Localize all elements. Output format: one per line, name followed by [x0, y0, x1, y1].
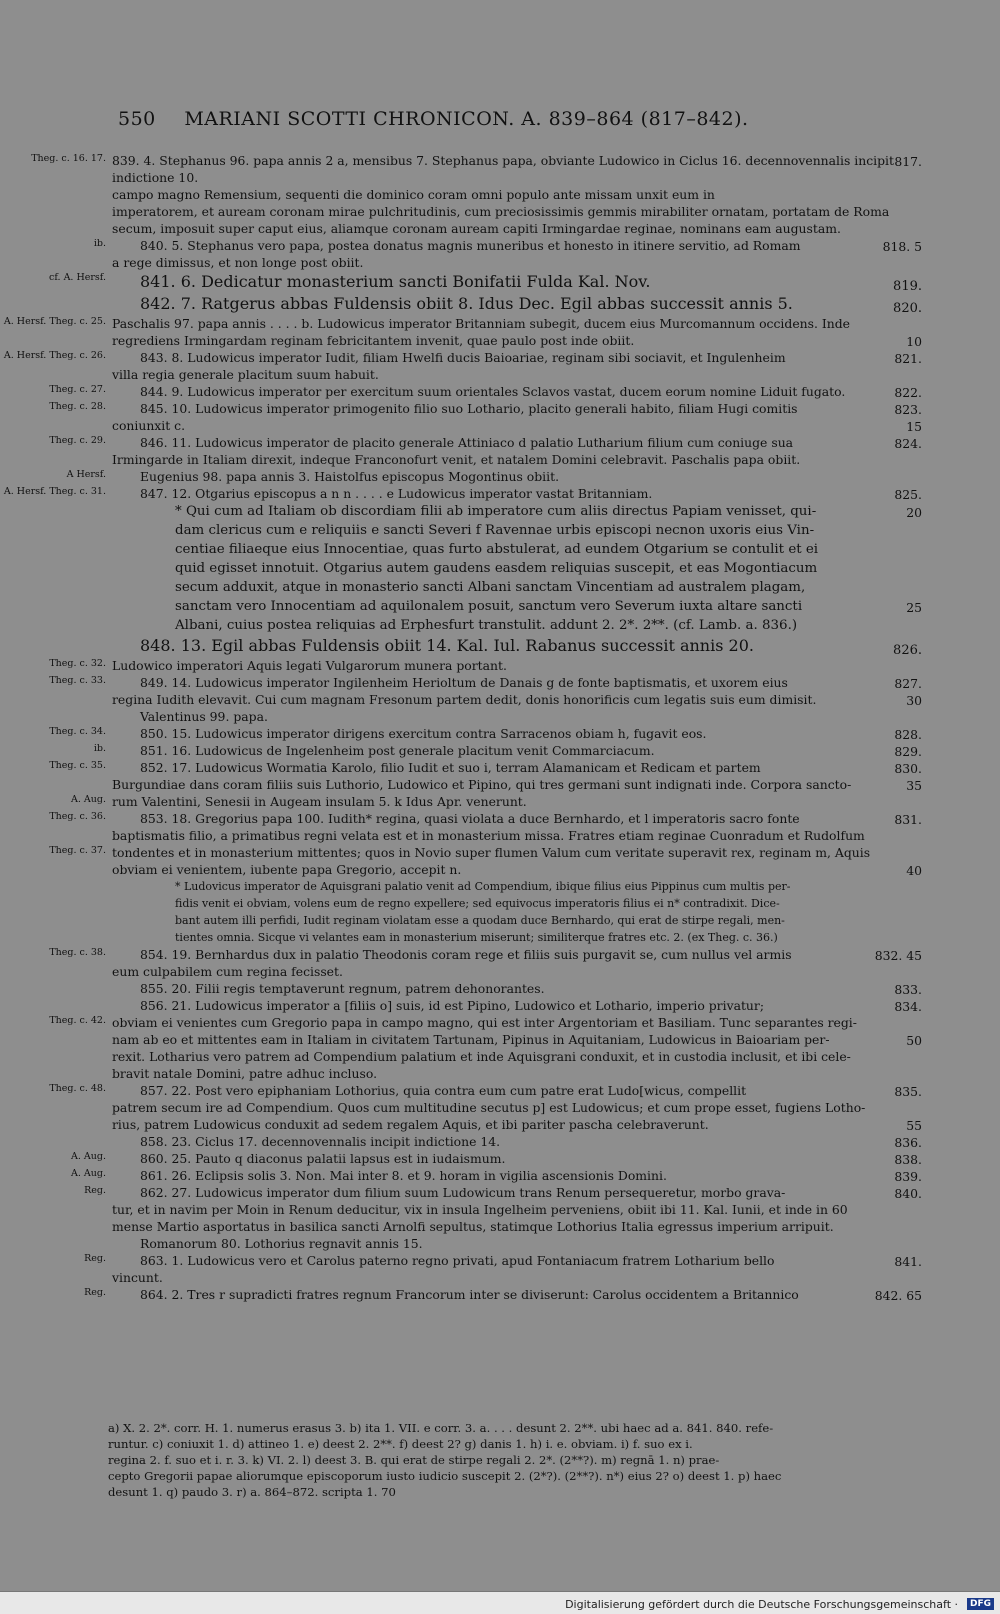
line-text: 854. 19. Bernhardus dux in palatio Theodonis coram rege et filiis suis purgavit se, cum nullus vel armis: [140, 947, 792, 962]
chronicle-line: [0, 315, 1000, 332]
year-marker: 830.: [894, 761, 922, 776]
chronicle-line: [0, 1286, 1000, 1303]
year-marker: 823.: [894, 402, 922, 417]
line-text: 864. 2. Tres r supradicti fratres regnum Francorum inter se diviserunt: Carolus occidentem a Britannico: [140, 1287, 799, 1302]
line-text: centiae filiaeque eius Innocentiae, quas furto abstulerat, ad eundem Otgarium se contulit et ei: [175, 542, 819, 557]
chronicle-line: [0, 895, 1000, 912]
line-text: obviam ei venientes cum Gregorio papa in campo magno, qui est inter Argentoriam et Basiliam. Tunc separantes regi-: [112, 1015, 857, 1030]
line-text: rum Valentini, Senesii in Augeam insulam 5. k Idus Apr. venerunt.: [112, 794, 527, 809]
year-marker: 20: [906, 505, 922, 520]
year-marker: 821.: [894, 351, 922, 366]
chronicle-line: [0, 997, 1000, 1014]
chronicle-line: [0, 434, 1000, 451]
chronicle-line: [0, 1201, 1000, 1218]
year-marker: 834.: [894, 999, 922, 1014]
page-number: 550: [118, 108, 156, 130]
chronicle-line: [0, 810, 1000, 827]
line-text: tientes omnia. Sicque vi velantes eam in monasterium miserunt; similiterque fratres etc. 2. (ex Theg. c. 36.): [175, 931, 778, 944]
year-marker: 833.: [894, 982, 922, 997]
line-text: 843. 8. Ludowicus imperator Iudit, filiam Hwelfi ducis Baioariae, reginam sibi sociavit, et Ingulenheim: [140, 350, 786, 365]
line-text: 863. 1. Ludowicus vero et Carolus paterno regno privati, apud Fontaniacum fratrem Lotharium bello: [140, 1253, 775, 1268]
chronicle-line: [0, 878, 1000, 895]
line-text: regrediens Irmingardam reginam febricitantem invenit, quae paulo post inde obiit.: [112, 333, 635, 348]
line-text: Paschalis 97. papa annis . . . . b. Ludowicus imperator Britanniam subegit, ducem eius Murcomannum occidens. Inde: [112, 316, 851, 331]
chronicle-line: [0, 417, 1000, 434]
chronicle-line: [0, 186, 1000, 203]
line-text: 860. 25. Pauto q diaconus palatii lapsus est in iudaismum.: [140, 1151, 506, 1166]
line-text: secum adduxit, atque in monasterio sancti Albani sanctam Vincentiam ad australem plagam,: [175, 580, 806, 595]
line-text: dam clericus cum e reliquiis e sancti Severi f Ravennae urbis episcopi necnon uxoris eius Vin-: [175, 523, 815, 538]
year-marker: 825.: [894, 487, 922, 502]
footnote-line: cepto Gregorii papae aliorumque episcoporum iusto iudicio suscepit 2. (2*?). (2**?). n*) eius 2? o) deest 1. p) haec: [108, 1469, 782, 1483]
year-marker: 831.: [894, 812, 922, 827]
chronicle-line: [0, 468, 1000, 485]
line-text: baptismatis filio, a primatibus regni velata est et in monasterium missa. Fratres etiam reginae Cuonradum et Rudolfum: [112, 828, 865, 843]
line-text: eum culpabilem cum regina fecisset.: [112, 964, 343, 979]
footnotes: [108, 1420, 908, 1500]
line-text: vincunt.: [112, 1270, 163, 1285]
source-reference: ib.: [93, 743, 106, 754]
source-reference: A. Aug.: [71, 1151, 106, 1162]
year-marker: 817.: [894, 154, 922, 169]
year-marker: 836.: [894, 1135, 922, 1150]
chronicle-line: [0, 616, 1000, 635]
chronicle-line: [0, 1150, 1000, 1167]
source-reference: Theg. c. 48.: [49, 1083, 106, 1094]
source-reference: Theg. c. 36.: [49, 811, 106, 822]
source-reference: A. Hersf. Theg. c. 25.: [3, 316, 106, 327]
chronicle-line: [0, 1218, 1000, 1235]
chronicle-line: [0, 691, 1000, 708]
year-marker: 824.: [894, 436, 922, 451]
chronicle-line: [0, 1099, 1000, 1116]
line-text: villa regia generale placitum suum habuit.: [112, 367, 379, 382]
chronicle-line: [0, 1065, 1000, 1082]
source-reference: Theg. c. 32.: [49, 658, 106, 669]
chronicle-line: [0, 1184, 1000, 1201]
chronicle-line: [0, 861, 1000, 878]
chronicle-line: [0, 237, 1000, 254]
year-marker: 829.: [894, 744, 922, 759]
line-text: 857. 22. Post vero epiphaniam Lothorius, quia contra eum cum patre erat Ludo[wicus, compellit: [140, 1083, 747, 1098]
year-marker: 35: [906, 778, 922, 793]
chronicle-line: [0, 742, 1000, 759]
line-text: bravit natale Domini, patre adhuc incluso.: [112, 1066, 378, 1081]
source-reference: Theg. c. 42.: [49, 1015, 106, 1026]
chronicle-line: [0, 1082, 1000, 1099]
year-marker: 840.: [894, 1186, 922, 1201]
source-reference: A. Aug.: [71, 1168, 106, 1179]
year-marker: 818. 5: [882, 239, 922, 254]
chronicle-line: [0, 383, 1000, 400]
chronicle-line: [0, 578, 1000, 597]
footnote-line: a) X. 2. 2*. corr. H. 1. numerus erasus 3. b) ita 1. VII. e corr. 3. a. . . . desunt 2. 2**. ubi haec ad a. 841. 840. refe-: [108, 1421, 774, 1435]
footnote-line: desunt 1. q) paudo 3. r) a. 864–872. scripta 1. 70: [108, 1485, 396, 1499]
chronicle-line: [0, 502, 1000, 521]
chronicle-line: [0, 1116, 1000, 1133]
chronicle-line: [0, 1252, 1000, 1269]
chronicle-line: [0, 1167, 1000, 1184]
chronicle-line: [0, 657, 1000, 674]
line-text: 862. 27. Ludowicus imperator dum filium suum Ludowicum trans Renum persequeretur, morbo grava-: [140, 1185, 786, 1200]
chronicle-line: [0, 366, 1000, 383]
source-reference: A. Hersf. Theg. c. 31.: [3, 486, 106, 497]
source-reference: Reg.: [84, 1185, 106, 1196]
line-text: 848. 13. Egil abbas Fuldensis obiit 14. Kal. Iul. Rabanus successit annis 20.: [140, 636, 754, 655]
footer-bar: [0, 1591, 1000, 1614]
line-text: 846. 11. Ludowicus imperator de placito generale Attiniaco d palatio Lutharium filium cum coniuge sua: [140, 435, 794, 450]
chronicle-line: [0, 1048, 1000, 1065]
chronicle-line: [0, 220, 1000, 237]
line-text: 839. 4. Stephanus 96. papa annis 2 a, mensibus 7. Stephanus papa, obviante Ludowico in Ciclus 16. decennovennalis incipit indictione 10.: [112, 153, 894, 185]
chronicle-line: [0, 946, 1000, 963]
line-text: Albani, cuius postea reliquias ad Erphesfurt transtulit. addunt 2. 2*. 2**. (cf. Lamb. a. 836.): [175, 618, 798, 633]
chronicle-line: [0, 980, 1000, 997]
page-header: [118, 108, 749, 130]
chronicle-line: [0, 400, 1000, 417]
chronicle-line: [0, 1133, 1000, 1150]
chronicle-line: [0, 1031, 1000, 1048]
line-text: rexit. Lotharius vero patrem ad Compendium palatium et inde Aquisgrani conduxit, et in custodia inclusit, et ibi cele-: [112, 1049, 851, 1064]
chronicle-line: [0, 597, 1000, 616]
chronicle-line: [0, 963, 1000, 980]
year-marker: 40: [906, 863, 922, 878]
chronicle-line: [0, 793, 1000, 810]
line-text: nam ab eo et mittentes eam in Italiam in civitatem Tartunam, Pipinus in Aquitaniam, Ludowicus in Baioariam per-: [112, 1032, 830, 1047]
source-reference: Theg. c. 28.: [49, 401, 106, 412]
line-text: 845. 10. Ludowicus imperator primogenito filio suo Lothario, placito generali habito, filiam Hugi comitis: [140, 401, 798, 416]
dfg-logo: DFG: [967, 1598, 994, 1610]
year-marker: 832. 45: [874, 948, 922, 963]
line-text: 841. 6. Dedicatur monasterium sancti Bonifatii Fulda Kal. Nov.: [140, 272, 651, 291]
chronicle-line: [0, 521, 1000, 540]
chronicle-line: [0, 725, 1000, 742]
source-reference: Theg. c. 37.: [49, 845, 106, 856]
line-text: 855. 20. Filii regis temptaverunt regnum, patrem dehonorantes.: [140, 981, 545, 996]
chronicle-line: [0, 349, 1000, 366]
line-text: 852. 17. Ludowicus Wormatia Karolo, filio Iudit et suo i, terram Alamanicam et Redicam et partem: [140, 760, 761, 775]
line-text: 853. 18. Gregorius papa 100. Iudith* regina, quasi violata a duce Bernhardo, et l imperatoris sacro fonte: [140, 811, 800, 826]
year-marker: 822.: [894, 385, 922, 400]
chronicle-line: [0, 1235, 1000, 1252]
year-marker: 826.: [893, 643, 922, 658]
chronicle-line: [0, 1014, 1000, 1031]
year-marker: 10: [906, 334, 922, 349]
line-text: 858. 23. Ciclus 17. decennovennalis incipit indictione 14.: [140, 1134, 501, 1149]
year-marker: 50: [906, 1033, 922, 1048]
chronicle-line: [0, 559, 1000, 578]
source-reference: A. Aug.: [71, 794, 106, 805]
chronicle-line: [0, 912, 1000, 929]
chronicle-line: [0, 254, 1000, 271]
line-text: patrem secum ire ad Compendium. Quos cum multitudine secutus p] est Ludowicus; et cum prope esset, fugiens Lotho-: [112, 1100, 866, 1115]
source-reference: Theg. c. 16. 17.: [31, 153, 106, 164]
line-text: Burgundiae dans coram filiis suis Luthorio, Ludowico et Pipino, qui tres germani sunt indignati inde. Corpora sancto-: [112, 777, 852, 792]
chronicle-line: [0, 485, 1000, 502]
year-marker: 835.: [894, 1084, 922, 1099]
line-text: Irmingarde in Italiam direxit, indeque Franconofurt venit, et natalem Domini celebravit. Paschalis papa obiit.: [112, 452, 801, 467]
chronicle-line: [0, 708, 1000, 725]
chronicle-line: [0, 635, 1000, 657]
chronicle-line: [0, 152, 1000, 186]
line-text: Romanorum 80. Lothorius regnavit annis 15.: [140, 1236, 423, 1251]
chronicle-line: [0, 451, 1000, 468]
chronicle-line: [0, 271, 1000, 293]
source-reference: Theg. c. 38.: [49, 947, 106, 958]
footnote-line: runtur. c) coniuxit 1. d) attineo 1. e) deest 2. 2**. f) deest 2? g) danis 1. h) i. e. obviam. i) f. suo ex i.: [108, 1437, 693, 1451]
year-marker: 55: [906, 1118, 922, 1133]
footnote-line: regina 2. f. suo et i. r. 3. k) VI. 2. l) deest 3. B. qui erat de stirpe regali 2. 2*. (2**?). m) regnā 1. n) prae-: [108, 1453, 720, 1467]
line-text: 856. 21. Ludowicus imperator a [filiis o] suis, id est Pipino, Ludowico et Lothario, imperio privatur;: [140, 998, 765, 1013]
source-reference: Reg.: [84, 1287, 106, 1298]
line-text: Ludowico imperatori Aquis legati Vulgarorum munera portant.: [112, 658, 507, 673]
line-text: 851. 16. Ludowicus de Ingelenheim post generale placitum venit Commarciacum.: [140, 743, 655, 758]
page-title: MARIANI SCOTTI CHRONICON. A. 839–864 (817–842).: [184, 108, 749, 130]
year-marker: 819.: [893, 279, 922, 294]
line-text: sanctam vero Innocentiam ad aquilonalem posuit, sanctum vero Severum iuxta altare sancti: [175, 599, 803, 614]
chronicle-line: [0, 759, 1000, 776]
source-reference: cf. A. Hersf.: [49, 272, 106, 283]
year-marker: 839.: [894, 1169, 922, 1184]
chronicle-line: [0, 332, 1000, 349]
source-reference: A Hersf.: [66, 469, 106, 480]
year-marker: 838.: [894, 1152, 922, 1167]
line-text: obviam ei venientem, iubente papa Gregorio, accepit n.: [112, 862, 462, 877]
line-text: 844. 9. Ludowicus imperator per exercitum suum orientales Sclavos vastat, ducem eorum nomine Liduit fugato.: [140, 384, 846, 399]
line-text: secum, imposuit super caput eius, aliamque coronam auream capiti Irmingardae reginae, nominans eam augustam.: [112, 221, 841, 236]
line-text: * Qui cum ad Italiam ob discordiam filii ab imperatore cum aliis directus Papiam venisset, qui-: [175, 504, 817, 519]
line-text: fidis venit ei obviam, volens eum de regno expellere; sed equivocus imperatoris filius ei n* contradixit. Dice-: [175, 897, 780, 910]
line-text: Eugenius 98. papa annis 3. Haistolfus episcopus Mogontinus obiit.: [140, 469, 560, 484]
line-text: * Ludovicus imperator de Aquisgrani palatio venit ad Compendium, ibique filius eius Pippinus cum multis per-: [175, 880, 791, 893]
line-text: quid egisset innotuit. Otgarius autem gaudens easdem reliquias suscepit, et eas Mogontiacum: [175, 561, 818, 576]
line-text: coniunxit c.: [112, 418, 186, 433]
source-reference: Theg. c. 33.: [49, 675, 106, 686]
line-text: 861. 26. Eclipsis solis 3. Non. Mai inter 8. et 9. horam in vigilia ascensionis Domini.: [140, 1168, 667, 1183]
line-text: mense Martio asportatus in basilica sancti Arnolfi sepultus, statimque Lothorius Italia egressus imperium arripuit.: [112, 1219, 834, 1234]
source-reference: Reg.: [84, 1253, 106, 1264]
year-marker: 828.: [894, 727, 922, 742]
year-marker: 842. 65: [874, 1288, 922, 1303]
source-reference: ib.: [93, 238, 106, 249]
chronicle-line: [0, 844, 1000, 861]
line-text: 849. 14. Ludowicus imperator Ingilenheim Herioltum de Danais g de fonte baptismatis, et uxorem eius: [140, 675, 788, 690]
chronicle-line: [0, 776, 1000, 793]
year-marker: 15: [906, 419, 922, 434]
dfg-credit: Digitalisierung gefördert durch die Deutsche Forschungsgemeinschaft ·: [565, 1598, 958, 1611]
line-text: imperatorem, et auream coronam mirae pulchritudinis, cum preciosissimis gemmis mirabiliter ornatam, portatam de Roma: [112, 204, 890, 219]
year-marker: 841.: [894, 1254, 922, 1269]
source-reference: Theg. c. 29.: [49, 435, 106, 446]
chronicle-line: [0, 293, 1000, 315]
line-text: 842. 7. Ratgerus abbas Fuldensis obiit 8. Idus Dec. Egil abbas successit annis 5.: [140, 294, 793, 313]
chronicle-line: [0, 929, 1000, 946]
line-text: 847. 12. Otgarius episcopus a n n . . . . e Ludowicus imperator vastat Britanniam.: [140, 486, 653, 501]
line-text: rius, patrem Ludowicus conduxit ad sedem regalem Aquis, et ibi pariter pascha celebraverunt.: [112, 1117, 709, 1132]
source-reference: Theg. c. 27.: [49, 384, 106, 395]
chronicle-line: [0, 674, 1000, 691]
year-marker: 25: [906, 600, 922, 615]
chronicle-line: [0, 827, 1000, 844]
chronicle-body: [0, 152, 1000, 1303]
line-text: tur, et in navim per Moin in Renum deducitur, vix in insula Ingelheim perveniens, obiit ibi 11. Kal. Iunii, et inde in 60: [112, 1202, 848, 1217]
chronicle-line: [0, 203, 1000, 220]
year-marker: 827.: [894, 676, 922, 691]
line-text: a rege dimissus, et non longe post obiit.: [112, 255, 364, 270]
line-text: 840. 5. Stephanus vero papa, postea donatus magnis muneribus et honesto in itinere servitio, ad Romam: [140, 238, 801, 253]
line-text: campo magno Remensium, sequenti die dominico coram omni populo ante missam unxit eum in: [112, 187, 715, 202]
line-text: 850. 15. Ludowicus imperator dirigens exercitum contra Sarracenos obiam h, fugavit eos.: [140, 726, 707, 741]
line-text: tondentes et in monasterium mittentes; quos in Novio super flumen Valum cum veritate superavit rex, reginam m, Aquis: [112, 845, 871, 860]
line-text: regina Iudith elevavit. Cui cum magnam Fresonum partem dedit, donis honorificis cum legatis suis eum dimisit.: [112, 692, 817, 707]
chronicle-line: [0, 1269, 1000, 1286]
source-reference: Theg. c. 35.: [49, 760, 106, 771]
source-reference: A. Hersf. Theg. c. 26.: [3, 350, 106, 361]
line-text: bant autem illi perfidi, Iudit reginam violatam esse a quodam duce Bernhardo, qui erat de stirpe regali, men-: [175, 914, 785, 927]
source-reference: Theg. c. 34.: [49, 726, 106, 737]
year-marker: 820.: [893, 301, 922, 316]
year-marker: 30: [906, 693, 922, 708]
chronicle-line: [0, 540, 1000, 559]
line-text: Valentinus 99. papa.: [140, 709, 268, 724]
